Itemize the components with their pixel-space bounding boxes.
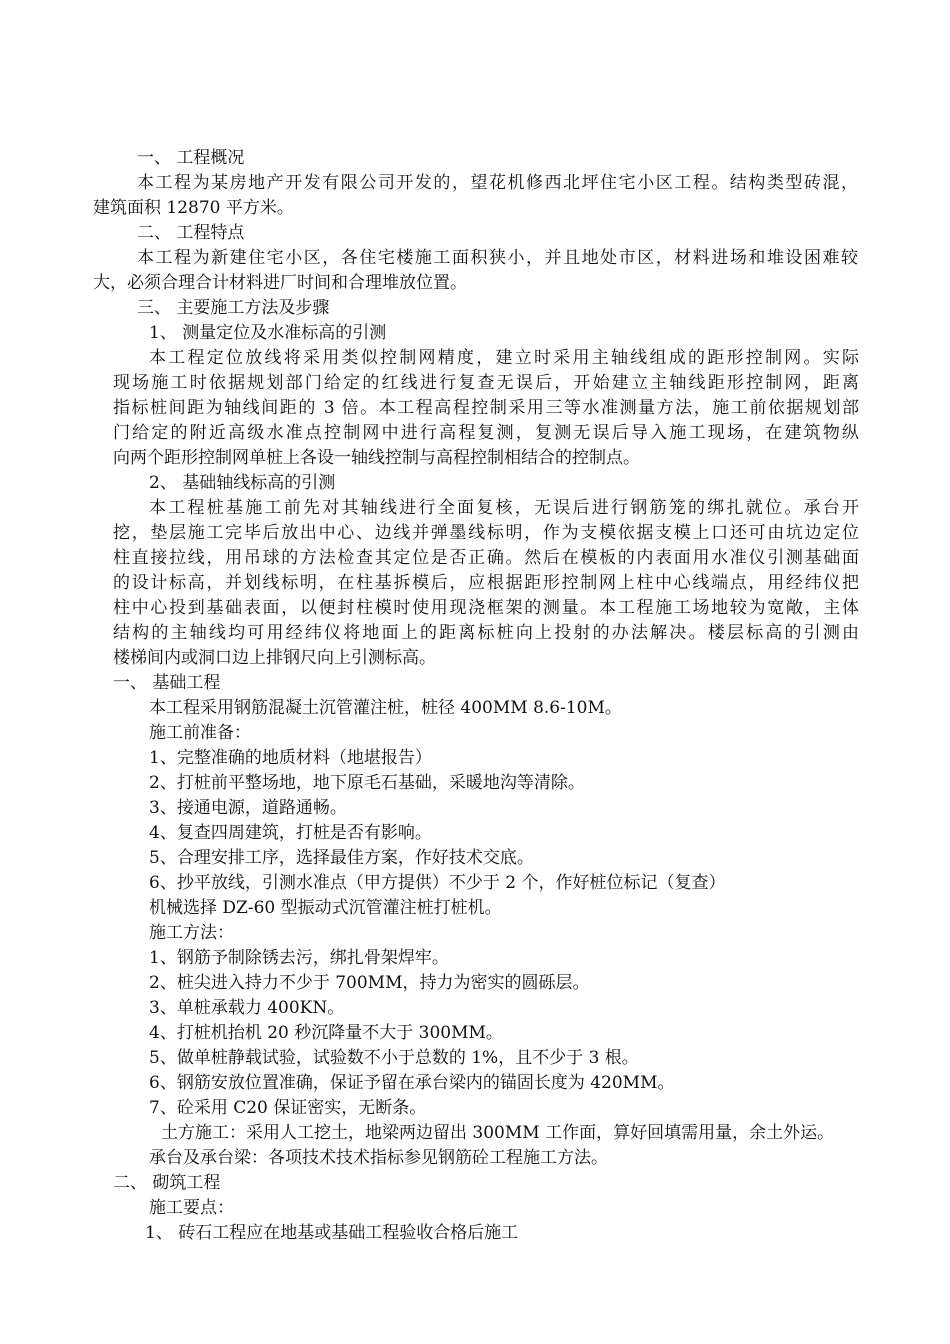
list-heading: 施工前准备： bbox=[149, 723, 251, 743]
paragraph-line: 楼梯间内或洞口边上排钢尺向上引测标高。 bbox=[113, 648, 436, 668]
paragraph-line: 建筑面积 12870 平方米。 bbox=[93, 198, 294, 218]
paragraph-line: 本工程采用钢筋混凝土沉管灌注桩，桩径 400MM 8.6-10M。 bbox=[149, 698, 622, 718]
paragraph-line: 向两个距形控制网单桩上各设一轴线控制与高程控制相结合的控制点。 bbox=[113, 448, 640, 468]
paragraph-line: 结构的主轴线均可用经纬仪将地面上的距离标桩向上投射的办法解决。楼层标高的引测由 bbox=[113, 623, 859, 643]
paragraph-line: 柱直接拉线，用吊球的方法检查其定位是否正确。然后在模板的内表面用水准仪引测基础面 bbox=[113, 548, 859, 568]
list-item: 2、桩尖进入持力不少于 700MM，持力为密实的圆砾层。 bbox=[149, 973, 590, 993]
section-heading-foundation: 一、 基础工程 bbox=[113, 673, 221, 693]
section-heading-overview: 一、 工程概况 bbox=[137, 148, 245, 168]
paragraph-line: 门给定的附近高级水准点控制网中进行高程复测，复测无误后导入施工现场，在建筑物纵 bbox=[113, 423, 859, 443]
list-item: 5、做单桩静载试验，试验数不小于总数的 1%，且不少于 3 根。 bbox=[149, 1048, 639, 1068]
paragraph-line: 机械选择 DZ-60 型振动式沉管灌注桩打桩机。 bbox=[149, 898, 502, 918]
subsection-heading-axis: 2、 基础轴线标高的引测 bbox=[149, 473, 336, 493]
list-heading: 施工要点： bbox=[149, 1198, 234, 1218]
list-item: 1、完整准确的地质材料（地堪报告） bbox=[149, 748, 432, 768]
list-item: 7、砼采用 C20 保证密实，无断条。 bbox=[149, 1098, 427, 1118]
paragraph-line: 本工程为新建住宅小区，各住宅楼施工面积狭小，并且地处市区，材料进场和堆设困难较 bbox=[137, 248, 858, 268]
list-item: 1、 砖石工程应在地基或基础工程验收合格后施工 bbox=[145, 1223, 519, 1243]
list-item: 4、打桩机抬机 20 秒沉降量不大于 300MM。 bbox=[149, 1023, 503, 1043]
list-item: 5、合理安排工序，选择最佳方案，作好技术交底。 bbox=[149, 848, 534, 868]
paragraph-line: 挖，垫层施工完毕后放出中心、边线并弹墨线标明，作为支模依据支模上口还可由坑边定位 bbox=[113, 523, 859, 543]
list-item: 3、单桩承载力 400KN。 bbox=[149, 998, 345, 1018]
list-item: 4、复查四周建筑，打桩是否有影响。 bbox=[149, 823, 432, 843]
subsection-heading-survey: 1、 测量定位及水准标高的引测 bbox=[149, 323, 387, 343]
list-item: 6、钢筋安放位置准确，保证予留在承台梁内的锚固长度为 420MM。 bbox=[149, 1073, 675, 1093]
paragraph-line: 柱中心投到基础表面，以便封柱模时使用现浇框架的测量。本工程施工场地较为宽敞，主体 bbox=[113, 598, 859, 618]
list-item: 1、钢筋予制除锈去污，绑扎骨架焊牢。 bbox=[149, 948, 449, 968]
paragraph-line: 本工程定位放线将采用类似控制网精度，建立时采用主轴线组成的距形控制网。实际 bbox=[149, 348, 859, 368]
list-item: 2、打桩前平整场地，地下原毛石基础，采暖地沟等清除。 bbox=[149, 773, 585, 793]
list-heading: 施工方法： bbox=[149, 923, 234, 943]
paragraph-line: 本工程为某房地产开发有限公司开发的，望花机修西北坪住宅小区工程。结构类型砖混， bbox=[137, 173, 858, 193]
paragraph-line: 指标桩间距为轴线间距的 3 倍。本工程高程控制采用三等水准测量方法，施工前依据规划部 bbox=[113, 398, 859, 418]
paragraph-line: 本工程桩基施工前先对其轴线进行全面复核，无误后进行钢筋笼的绑扎就位。承台开 bbox=[149, 498, 859, 518]
list-item: 3、接通电源，道路通畅。 bbox=[149, 798, 347, 818]
paragraph-line: 的设计标高，并划线标明，在柱基拆模后，应根据距形控制网上柱中心线端点，用经纬仪把 bbox=[113, 573, 859, 593]
section-heading-features: 二、 工程特点 bbox=[137, 223, 245, 243]
paragraph-line: 承台及承台梁：各项技术技术指标参见钢筋砼工程施工方法。 bbox=[149, 1148, 608, 1168]
list-item: 6、抄平放线，引测水准点（甲方提供）不少于 2 个，作好桩位标记（复查） bbox=[149, 873, 726, 893]
section-heading-methods: 三、 主要施工方法及步骤 bbox=[137, 298, 330, 318]
section-heading-masonry: 二、 砌筑工程 bbox=[113, 1173, 221, 1193]
paragraph-line: 土方施工：采用人工挖土，地梁两边留出 300MM 工作面，算好回填需用量，余土外运。 bbox=[161, 1123, 835, 1143]
paragraph-line: 现场施工时依据规划部门给定的红线进行复查无误后，开始建立主轴线距形控制网，距离 bbox=[113, 373, 859, 393]
paragraph-line: 大，必须合理合计材料进厂时间和合理堆放位置。 bbox=[93, 273, 467, 293]
